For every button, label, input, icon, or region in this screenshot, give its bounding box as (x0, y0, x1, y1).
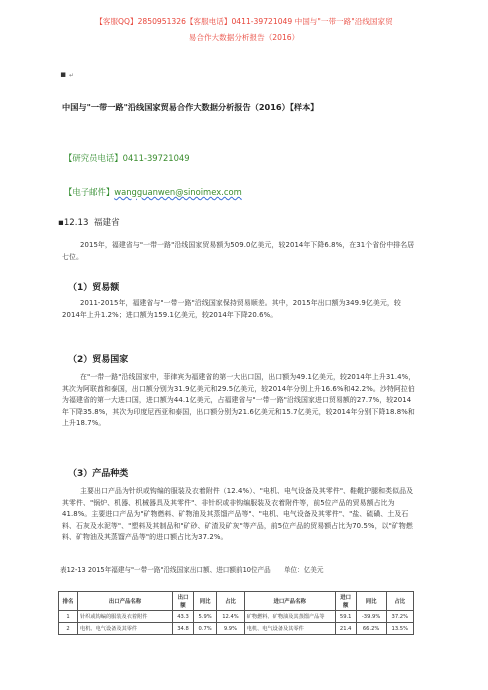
table-cell: 13.5% (386, 623, 413, 635)
table-cell: 1 (59, 611, 78, 623)
table-cell: -39.9% (356, 611, 386, 623)
subsection-trade-countries-title: （2）贸易国家 (68, 355, 129, 365)
contact-phone (64, 152, 190, 164)
table-cell: 66.2% (356, 623, 386, 635)
phone-label: 【研究员电话】 (64, 153, 123, 163)
phone-value[interactable]: 0411-39721049 (122, 153, 190, 163)
col-import-yoy: 同比 (356, 592, 386, 611)
col-export-yoy: 同比 (194, 592, 217, 611)
section-name: 福建省 (93, 218, 120, 228)
subsection-trade-volume-title: （1）贸易额 (68, 283, 120, 293)
col-export-name: 出口产品名称 (78, 592, 173, 611)
intro-paragraph: 2015年，福建省与"一带一路"沿线国家贸易额为509.0亿美元，较2014年下降6.8%，在31个省份中排名居七位。 (62, 241, 415, 261)
section-number: 12.13 (63, 218, 89, 228)
col-import-share: 占比 (386, 592, 413, 611)
report-title: 中国与"一带一路"沿线国家贸易合作大数据分析报告（2016）【样本】 (62, 102, 319, 112)
subsection-product-types-title: （3）产品种类 (68, 469, 129, 479)
product-table (58, 591, 414, 635)
table-cell: 34.8 (173, 623, 194, 635)
table-cell: 12.4% (217, 611, 244, 623)
subsection-trade-volume-text: 2011-2015年，福建省与"一带一路"沿线国家保持贸易顺差。其中，2015年出口额为349.9亿美元，较2014年上升1.2%；进口额为159.1亿美元，较2014年下降20.6%。 (62, 299, 401, 319)
header-line-1: 【客服QQ】2850951326【客服电话】0411-39721049 中国与"一带一路"沿线国家贸 (95, 17, 393, 26)
page-header (0, 14, 488, 46)
col-import-value: 进口额 (335, 592, 356, 611)
table-caption: 表12-13 2015年福建与"一带一路"沿线国家出口额、进口额前10位产品 单位：亿美元 (60, 566, 324, 574)
email-label: 【电子邮件】 (64, 187, 115, 197)
table-cell: 59.1 (335, 611, 356, 623)
contact-email (64, 186, 242, 198)
col-export-value: 出口额 (173, 592, 194, 611)
table-cell: 电机、电气设备及其零件 (244, 623, 335, 635)
table-cell: 5.9% (194, 611, 217, 623)
subsection-trade-countries-text: 在"一带一路"沿线国家中，菲律宾为福建省的第一大出口国，出口额为49.1亿美元，较2014年上升31.4%，其次为阿联酋和泰国，出口额分别为31.9亿美元和29.5亿美元，较2014年分别上升16.6%和42.2%。沙特阿拉伯为福建省的第一大进口国，进口额为44.1亿美元，占福建省与"一带一路"沿线国家进口贸易额的27.7%，较2014年下降35.8%，其次为印度尼西亚和泰国，出口额分别为21.6亿美元和15.7亿美元，较2014年分别下降18.8%和上升18.7%。 (62, 373, 416, 428)
table-cell: 21.4 (335, 623, 356, 635)
table-row (59, 611, 414, 623)
table-cell: 9.9% (217, 623, 244, 635)
table-header-row (59, 592, 414, 611)
header-line-2: 易合作大数据分析报告（2016） (188, 33, 300, 42)
col-import-name: 进口产品名称 (244, 592, 335, 611)
col-rank: 排名 (59, 592, 78, 611)
table-row (59, 623, 414, 635)
subsection-product-types-text: 主要出口产品为针织或钩编的服装及衣着附件（12.4%）、"电机、电气设备及其零件"、鞋靴护腿和类似品及其零件、"锅炉、机器、机械器具及其零件"、非针织或非钩编服装及衣着附件等，前5位产品的贸易额占比为41.8%。主要进口产品为"矿物燃料、矿物油及其蒸馏产品等"、"电机、电气设备及其零件"、"盐、硫磺、土及石料、石灰及水泥等"、"塑料及其制品和"矿砂、矿渣及矿灰"等产品，前5位产品的贸易额占比为70.5%，以"矿物燃料、矿物油及其蒸馏产品等"的进口额占比为37.2%。 (62, 487, 414, 542)
table-cell: 矿物燃料、矿物油及其蒸馏产品等 (244, 611, 335, 623)
col-export-share: 占比 (217, 592, 244, 611)
section-heading: ▪12.13 福建省 (58, 218, 120, 228)
table-cell: 37.2% (386, 611, 413, 623)
paragraph-mark: ▪ ↵ (60, 70, 74, 80)
table-cell: 针织或钩编的服装及衣着附件 (78, 611, 173, 623)
table-cell: 2 (59, 623, 78, 635)
table-cell: 0.7% (194, 623, 217, 635)
table-cell: 43.3 (173, 611, 194, 623)
email-link[interactable]: wangguanwen@sinoimex.com (114, 187, 242, 197)
table-cell: 电机、电气设备及其零件 (78, 623, 173, 635)
